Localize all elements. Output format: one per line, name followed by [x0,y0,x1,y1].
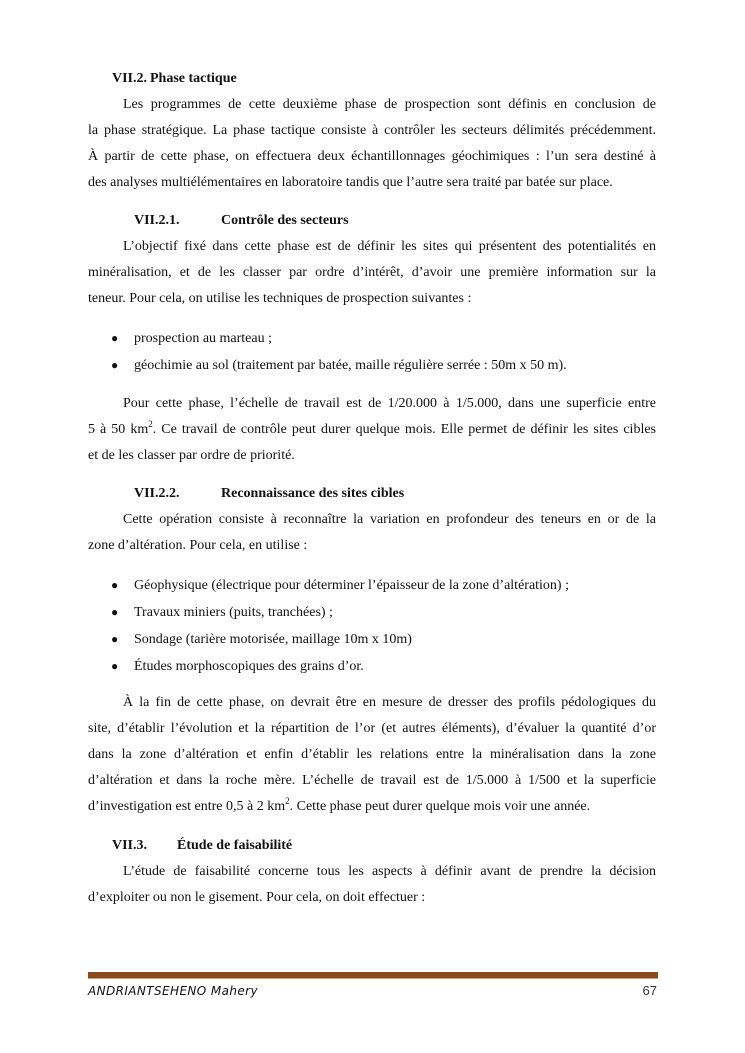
heading-title: Reconnaissance des sites cibles [221,486,405,501]
list-item-text: prospection au marteau ; [134,331,273,346]
bullet-icon: ● [111,578,119,592]
text-line: site, d’établir l’évolution et la répartition de l’or (et autres éléments), d’évaluer la quantité d’or [88,721,656,736]
paragraph-fin-phase [88,690,656,820]
text-line: À partir de cette phase, on effectuera deux échantillonnages géochimiques : l’un sera destiné à [88,149,656,164]
text-fragment: . Ce travail de contrôle peut durer quelque mois. Elle permet de définir les sites cibles [152,422,656,437]
text-line: et de les classer par ordre de priorité. [88,448,295,463]
bullet-list-methodes [88,572,656,680]
heading-vii3 [112,836,293,856]
text-line: zone d’altération. Pour cela, en utilise : [88,538,308,553]
text-line [88,417,656,443]
footer-author: ANDRIANTSEHENO Mahery [88,984,258,998]
text-line: L’étude de faisabilité concerne tous les aspects à définir avant de prendre la décision [123,864,656,879]
paragraph-echelle-tactique [88,391,656,469]
bullet-icon: ● [111,632,119,646]
list-item-text: Travaux miniers (puits, tranchées) ; [134,605,333,620]
superscript: 2 [285,796,290,806]
list-item [88,572,656,599]
superscript: 2 [148,419,153,429]
heading-vii2 [112,69,237,89]
text-line: la phase stratégique. La phase tactique consiste à contrôler les secteurs délimités précédemment. [88,123,656,138]
heading-number: VII.3. [112,838,148,853]
text-line: d’exploiter ou non le gisement. Pour cela, on doit effectuer : [88,890,426,905]
text-line: teneur. Pour cela, on utilise les techniques de prospection suivantes : [88,291,472,306]
text-line: À la fin de cette phase, on devrait être en mesure de dresser des profils pédologiques du [123,695,656,710]
bullet-icon: ● [111,331,119,345]
bullet-icon: ● [111,659,119,673]
text-line: minéralisation, et de les classer par ordre d’intérêt, d’avoir une première information sur la [88,265,656,280]
page-number: 67 [642,983,657,998]
heading-title: Phase tactique [150,71,237,86]
heading-title: Contrôle des secteurs [221,213,349,228]
text-line: Pour cette phase, l’échelle de travail est de 1/20.000 à 1/5.000, dans une superficie entre [123,396,656,411]
text-fragment: . Cette phase peut durer quelque mois voir une année. [289,799,591,814]
list-item-text: Géophysique (électrique pour déterminer l’épaisseur de la zone d’altération) ; [134,578,569,593]
bullet-icon: ● [111,605,119,619]
list-item-text: géochimie au sol (traitement par batée, maille régulière serrée : 50m x 50 m). [134,358,567,373]
text-line [88,794,656,820]
text-line: Cette opération consiste à reconnaître la variation en profondeur des teneurs en or de la [123,512,656,527]
paragraph-reconnaissance [88,507,656,559]
list-item [88,325,656,352]
heading-number: VII.2. [112,71,148,86]
text-line: d’altération et dans la roche mère. L’échelle de travail est de 1/5.000 à 1/500 et la superficie [88,773,656,788]
heading-vii21 [134,211,349,231]
bullet-list-techniques [88,325,656,379]
text-line: L’objectif fixé dans cette phase est de définir les sites qui présentent des potentialités en [123,239,656,254]
text-fragment: 5 à 50 km [88,422,149,437]
heading-number: VII.2.1. [134,213,180,228]
footer-rule [88,972,658,979]
heading-number: VII.2.2. [134,486,180,501]
list-item [88,653,656,680]
text-fragment: d’investigation est entre 0,5 à 2 km [88,799,286,814]
list-item [88,626,656,653]
heading-vii22 [134,484,405,504]
text-line: Les programmes de cette deuxième phase de prospection sont définis en conclusion de [123,97,656,112]
bullet-icon: ● [111,358,119,372]
list-item-text: Sondage (tarière motorisée, maillage 10m x 10m) [134,632,412,647]
paragraph-controle-secteurs [88,234,656,312]
text-line: des analyses multiélémentaires en laboratoire tandis que l’autre sera traité par batée sur place. [88,175,613,190]
list-item [88,599,656,626]
paragraph-faisabilite [88,859,656,911]
list-item [88,352,656,379]
list-item-text: Études morphoscopiques des grains d’or. [134,659,364,674]
paragraph-phase-tactique [88,92,656,196]
text-line: dans la zone d’altération et enfin d’établir les relations entre la minéralisation dans la zone [88,747,656,762]
heading-title: Étude de faisabilité [177,838,293,853]
